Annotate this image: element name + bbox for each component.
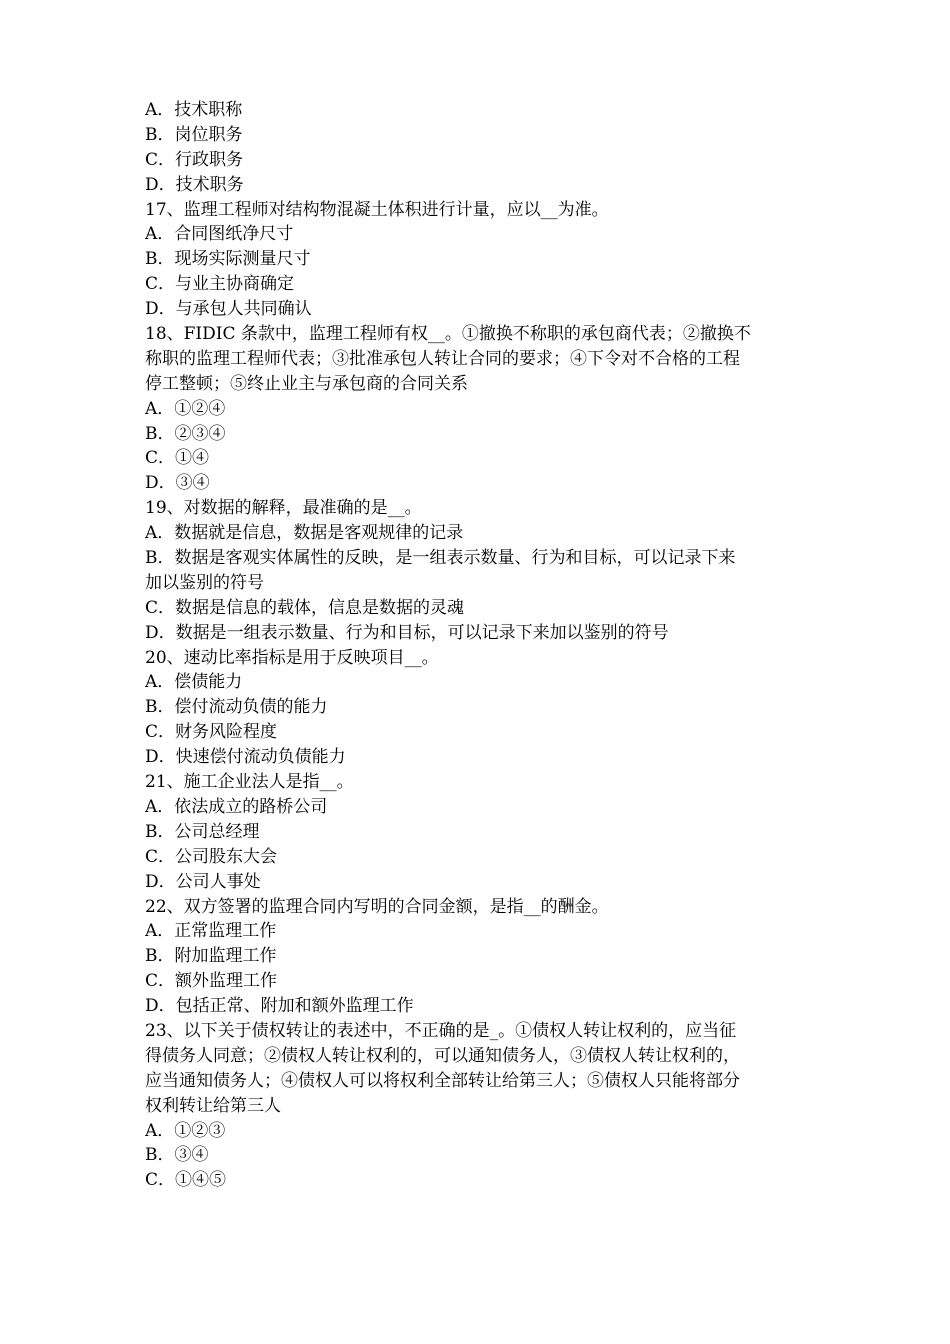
text-line: C．①④ bbox=[145, 448, 210, 469]
text-line: C．额外监理工作 bbox=[145, 971, 278, 992]
text-line: A．依法成立的路桥公司 bbox=[145, 796, 328, 817]
text-line: C．①④⑤ bbox=[145, 1170, 227, 1191]
question-line: 23、以下关于债权转让的表述中，不正确的是_。①债权人转让权利的，应当征 bbox=[145, 1020, 737, 1041]
text-line: B．②③④ bbox=[145, 423, 226, 444]
text-line: 称职的监理工程师代表；③批准承包人转让合同的要求；④下令对不合格的工程 bbox=[145, 348, 740, 369]
text-line: A．正常监理工作 bbox=[145, 921, 277, 942]
question-line: 21、施工企业法人是指__。 bbox=[145, 772, 354, 793]
text-line: B．附加监理工作 bbox=[145, 946, 277, 967]
text-line: D．快速偿付流动负债能力 bbox=[145, 747, 346, 768]
text-line: D．公司人事处 bbox=[145, 871, 261, 892]
text-line: D．数据是一组表示数量、行为和目标，可以记录下来加以鉴别的符号 bbox=[145, 622, 669, 643]
text-line: D．与承包人共同确认 bbox=[145, 299, 312, 320]
text-line: C．财务风险程度 bbox=[145, 722, 278, 743]
text-line: D．技术职务 bbox=[145, 174, 244, 195]
text-line: A．数据就是信息，数据是客观规律的记录 bbox=[145, 523, 464, 544]
text-line: B．岗位职务 bbox=[145, 124, 243, 145]
text-line: 加以鉴别的符号 bbox=[145, 572, 264, 593]
text-line: D．③④ bbox=[145, 473, 210, 494]
text-line: 得债务人同意；②债权人转让权利的，可以通知债务人，③债权人转让权利的， bbox=[145, 1045, 740, 1066]
text-line: B．现场实际测量尺寸 bbox=[145, 249, 311, 270]
text-line: 停工整顿；⑤终止业主与承包商的合同关系 bbox=[145, 373, 468, 394]
text-line: C．与业主协商确定 bbox=[145, 274, 295, 295]
text-line: D．包括正常、附加和额外监理工作 bbox=[145, 996, 414, 1017]
text-line: A．技术职称 bbox=[145, 100, 243, 120]
text-line: A．合同图纸净尺寸 bbox=[145, 224, 294, 245]
text-line: B．偿付流动负债的能力 bbox=[145, 697, 328, 718]
document-page bbox=[145, 98, 825, 1193]
text-line: B．公司总经理 bbox=[145, 821, 260, 842]
question-line: 17、监理工程师对结构物混凝土体积进行计量，应以__为准。 bbox=[145, 199, 609, 220]
question-line: 18、FIDIC 条款中，监理工程师有权__。①撤换不称职的承包商代表；②撤换不 bbox=[145, 324, 751, 345]
text-line: 权利转让给第三人 bbox=[145, 1095, 281, 1116]
text-line: B．③④ bbox=[145, 1145, 209, 1166]
text-line: C．行政职务 bbox=[145, 149, 244, 170]
question-line: 19、对数据的解释，最准确的是__。 bbox=[145, 498, 422, 519]
text-line: B．数据是客观实体属性的反映，是一组表示数量、行为和目标，可以记录下来 bbox=[145, 548, 736, 569]
text-line: A．①②③ bbox=[145, 1120, 226, 1141]
question-line: 20、速动比率指标是用于反映项目__。 bbox=[145, 647, 439, 668]
question-line: 22、双方签署的监理合同内写明的合同金额，是指__的酬金。 bbox=[145, 896, 609, 917]
text-line: C．数据是信息的载体，信息是数据的灵魂 bbox=[145, 597, 465, 618]
text-line: A．偿债能力 bbox=[145, 672, 243, 693]
text-line: 应当通知债务人；④债权人可以将权利全部转让给第三人；⑤债权人只能将部分 bbox=[145, 1070, 740, 1091]
text-line: C．公司股东大会 bbox=[145, 846, 278, 867]
text-line: A．①②④ bbox=[145, 398, 226, 419]
